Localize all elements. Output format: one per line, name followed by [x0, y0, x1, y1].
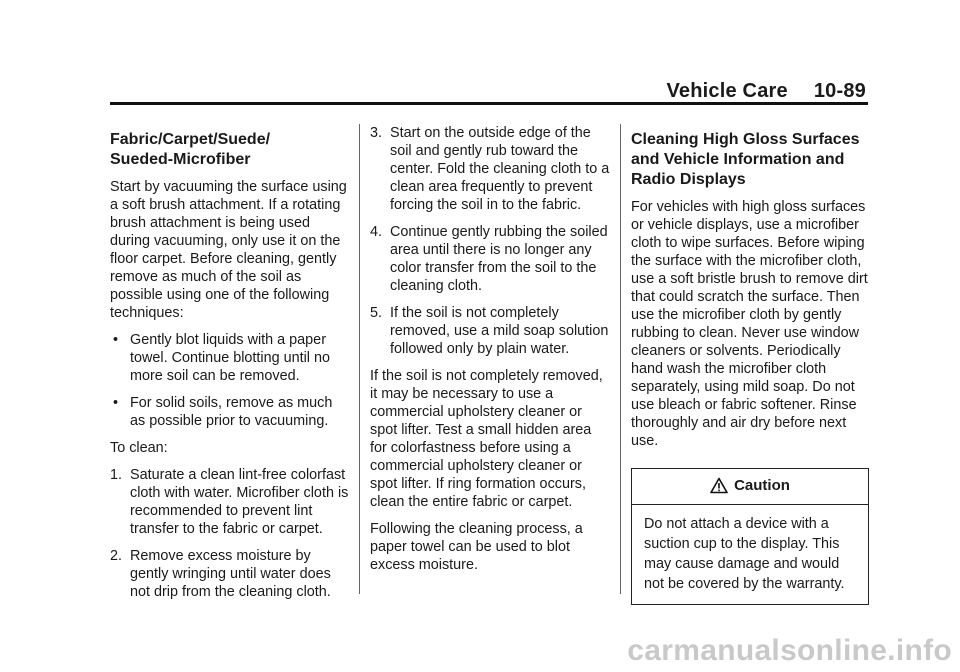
step-number: 2.	[110, 548, 123, 564]
fabric-heading-line1: Fabric/Carpet/Suede/	[110, 131, 271, 148]
page-header	[666, 80, 866, 103]
caution-header	[632, 469, 868, 505]
step-item	[370, 124, 610, 214]
blot-moisture-paragraph: Following the cleaning process, a paper towel can be used to blot excess moisture.	[370, 521, 583, 573]
caution-title: Caution	[734, 477, 790, 494]
column-divider-1	[359, 124, 360, 594]
commercial-cleaner-paragraph: If the soil is not completely removed, it may be necessary to use a commercial upholstery cleaner or spot lifter. Test a small hidden area for colorfastness before using a commercial upholstery cleaner or spot lifter. If ring formation occurs, clean the entire fabric or carpet.	[370, 368, 603, 510]
bullet-icon: •	[113, 395, 119, 411]
bullet-text: Gently blot liquids with a paper towel. Continue blotting until no more soil can be removed.	[130, 332, 331, 384]
column-2	[370, 124, 610, 583]
caution-triangle-icon	[710, 477, 728, 494]
fabric-heading-line2: Sueded-Microfiber	[110, 151, 251, 168]
step-number: 3.	[370, 125, 383, 141]
bullet-text: For solid soils, remove as much as possible prior to vacuuming.	[130, 395, 333, 429]
step-item	[370, 223, 610, 295]
step-number: 4.	[370, 224, 383, 240]
bullet-item	[110, 331, 350, 385]
step-number: 5.	[370, 305, 383, 321]
step-text: Saturate a clean lint-free colorfast cloth with water. Microfiber cloth is recommended to prevent lint transfer to the fabric or carpet.	[130, 467, 349, 537]
fabric-heading	[110, 130, 350, 170]
page-number: 10-89	[813, 80, 866, 102]
column-3	[631, 124, 869, 605]
step-item	[110, 547, 350, 601]
bullet-item	[110, 394, 350, 430]
bullet-icon: •	[113, 332, 119, 348]
step-text: Start on the outside edge of the soil and gently rub toward the center. Fold the cleaning cloth to a clean area frequently to prevent forcing the soil in to the fabric.	[390, 125, 610, 213]
column-divider-2	[620, 124, 621, 594]
to-clean-label: To clean:	[110, 440, 168, 456]
section-title: Vehicle Care	[666, 80, 788, 102]
column-1	[110, 124, 350, 610]
header-rule	[110, 102, 868, 105]
step-item	[370, 304, 610, 358]
caution-text: Do not attach a device with a suction cup to the display. This may cause damage and would not be covered by the warranty.	[644, 516, 845, 592]
caution-box	[631, 468, 869, 605]
high-gloss-heading: Cleaning High Gloss Surfaces and Vehicle Information and Radio Displays	[631, 131, 860, 188]
high-gloss-paragraph: For vehicles with high gloss surfaces or vehicle displays, use a microfiber cloth to wipe surfaces. Before wiping the surface with the microfiber cloth, use a soft bristle brush to remove dirt that could scratch the surface. Then use the microfiber cloth by gently rubbing to clean. Never use window cleaners or solvents. Periodically hand wash the microfiber cloth separately, using mild soap. Do not use bleach or fabric softener. Rinse thoroughly and air dry before next use.	[631, 199, 868, 449]
step-text: If the soil is not completely removed, use a mild soap solution followed only by plain water.	[390, 305, 609, 357]
step-number: 1.	[110, 467, 123, 483]
watermark: carmanualsonline.info	[627, 634, 952, 667]
step-text: Remove excess moisture by gently wringing until water does not drip from the cleaning cloth.	[130, 548, 331, 600]
step-text: Continue gently rubbing the soiled area until there is no longer any color transfer from the soil to the cleaning cloth.	[390, 224, 608, 294]
fabric-intro: Start by vacuuming the surface using a soft brush attachment. If a rotating brush attachment is being used during vacuuming, only use it on the floor carpet. Before cleaning, gently remove as much of the soil as possible using one of the following techniques:	[110, 179, 347, 321]
step-item	[110, 466, 350, 538]
